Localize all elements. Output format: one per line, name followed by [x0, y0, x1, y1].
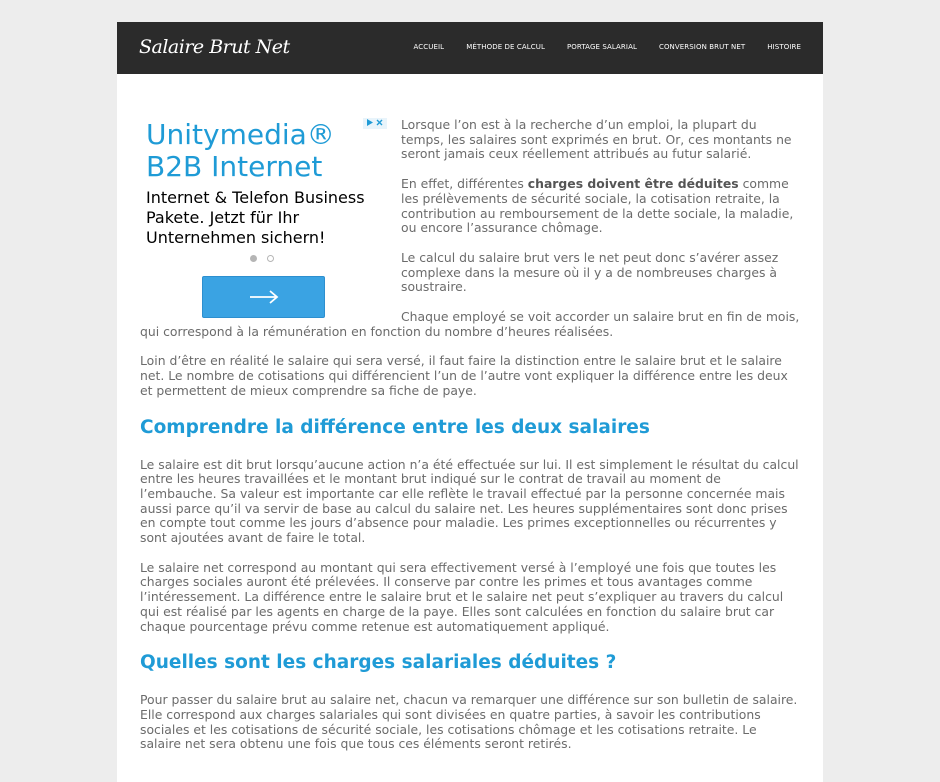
ad-title-line-2[interactable]: B2B Internet: [146, 150, 323, 183]
paragraph-1: Lorsque l’on est à la recherche d’un emploi, la plupart du temps, les salaires sont exprimés en brut. Or, ces montants ne seront jamais ceux réellement attribués au futur salarié.: [401, 117, 792, 162]
site-logo[interactable]: Salaire Brut Net: [139, 36, 290, 58]
section-heading-1: Comprendre la différence entre les deux salaires: [140, 416, 650, 438]
paragraph-5: Loin d’être en réalité le salaire qui sera versé, il faut faire la distinction entre le salaire brut et le salaire net. Le nombre de cotisations qui différencient l’un de l’autre vont expliquer la différence entre les deux et permettent de mieux comprendre sa fiche de paye.: [140, 353, 788, 398]
ad-cta-button[interactable]: [202, 276, 325, 318]
ad-title[interactable]: [146, 119, 335, 183]
section-heading-2: Quelles sont les charges salariales déduites ?: [140, 652, 617, 674]
paragraph-3: Le calcul du salaire brut vers le net peut donc s’avérer assez complexe dans la mesure où il y a de nombreuses charges à soustraire.: [401, 249, 779, 295]
main-menu: [392, 43, 801, 51]
ad-title-line-1[interactable]: Unitymedia®: [146, 118, 335, 151]
menu-item-portage-salarial[interactable]: PORTAGE SALARIAL: [566, 43, 637, 51]
ad-carousel-dots: [250, 255, 274, 262]
menu-item-accueil[interactable]: ACCUEIL: [413, 43, 445, 51]
menu-item-conversion-brut-net[interactable]: CONVERSION BRUT NET: [658, 43, 746, 51]
paragraph-4: Chaque employé se voit accorder un salaire brut en fin de mois, qui correspond à la rémunération en fonction du nombre d’heures réalisées.: [140, 309, 800, 339]
paragraph-6: Le salaire est dit brut lorsqu’aucune action n’a été effectuée sur lui. Il est simplement le résultat du calcul entre les heures travaillées et le montant brut indiqué sur le contrat de travail au moment de l’embauche. Sa valeur est importante car elle reflète le travail effectué par la personne concernée mais aussi parce qu’il va servir de base au calcul du salaire net. Les heures supplémentaires sont donc prises en compte tout comme les jours d’absence pour maladie. Les primes exceptionnelles ou récurrentes y sont ajoutées avant de faire le total.: [140, 456, 799, 546]
article-content: [140, 118, 800, 767]
paragraph-2-bold: charges doivent être déduites: [527, 176, 739, 192]
paragraph-2: En effet, différentes charges doivent être déduites comme les prélèvements de sécurité sociale, la cotisation retraite, la contribution au remboursement de la dette sociale, la maladie, ou encore l’assurance chômage.: [401, 176, 794, 236]
carousel-dot-inactive[interactable]: [267, 255, 274, 262]
navbar: [117, 22, 823, 74]
ad-body-text[interactable]: Internet & Telefon Business Pakete. Jetzt für Ihr Unternehmen sichern!: [146, 188, 365, 247]
paragraph-7: Le salaire net correspond au montant qui sera effectivement versé à l’employé une fois que toutes les charges sociales auront été prélevées. Il conserve par contre les primes et tous avantages comme l’intéressement. La différence entre le salaire brut et le salaire net peut s’expliquer au travers du calcul qui est réalisé par les agents en charge de la paye. Elles sont calculées en fonction du salaire brut car chaque pourcentage prévu comme retenue est automatiquement appliqué.: [140, 559, 784, 634]
carousel-dot-active[interactable]: [250, 255, 257, 262]
ad-choices-icon[interactable]: [363, 118, 387, 129]
menu-item-methode-de-calcul[interactable]: MÉTHODE DE CALCUL: [466, 43, 545, 51]
ad-banner[interactable]: [140, 118, 387, 320]
page-container: [117, 22, 823, 782]
paragraph-8: Pour passer du salaire brut au salaire net, chacun va remarquer une différence sur son bulletin de salaire. Elle correspond aux charges salariales qui sont divisées en quatre parties, à savoir les contributions sociales et les cotisations de sécurité sociale, les cotisations chômage et les cotisations retraite. Le salaire net sera obtenu une fois que tous ces éléments seront retirés.: [140, 692, 798, 752]
arrow-right-icon: [249, 290, 279, 304]
menu-item-histoire[interactable]: HISTOIRE: [767, 43, 801, 51]
